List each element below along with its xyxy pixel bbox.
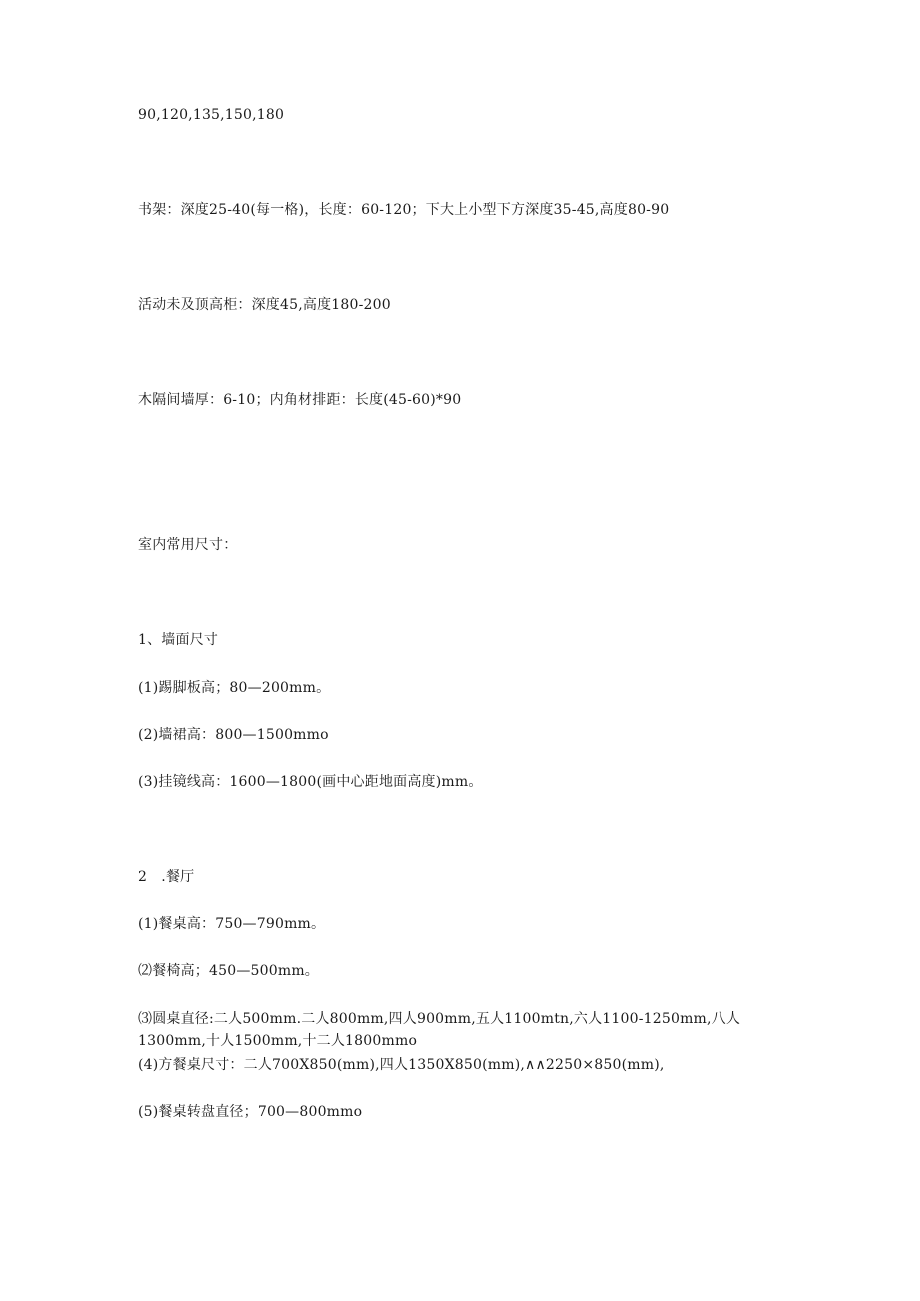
text-line-turntable: (5)餐桌转盘直径；700—800mmo [138, 1104, 363, 1120]
text-line-picture-rail: (3)挂镜线高：1600—1800(画中心距地面高度)mm。 [138, 774, 483, 790]
text-line-skirting: (1)踢脚板高；80—200mm。 [138, 680, 331, 696]
section-heading-wall: 1、墙面尺寸 [138, 632, 219, 648]
text-line-sizes: 90,120,135,150,180 [138, 107, 285, 123]
text-line-wainscot: (2)墙裙高：800—1500mmo [138, 727, 329, 743]
text-line-chair-height: ⑵餐椅高；450—500mm。 [138, 963, 319, 979]
text-paragraph-round-table: ⑶圆桌直径:二人500mm.二人800mm,四人900mm,五人1100mtn,六人1100-1250mm,八人1300mm,十人1500mm,十二人1800mmo [138, 1011, 741, 1049]
text-line-cabinet: 活动未及顶高柜：深度45,高度180-200 [138, 297, 391, 313]
section-heading-interior-sizes: 室内常用尺寸： [138, 537, 238, 553]
section-heading-dining: 2 .餐厅 [138, 869, 195, 885]
text-line-square-table: (4)方餐桌尺寸：二人700X850(mm),四人1350X850(mm),∧∧2250×850(mm), [138, 1057, 665, 1073]
text-line-bookshelf: 书架：深度25-40(每一格)，长度：60-120；下大上小型下方深度35-45,高度80-90 [138, 202, 670, 218]
text-line-partition-wall: 木隔间墙厚：6-10；内角材排距：长度(45-60)*90 [138, 392, 462, 408]
text-line-table-height: (1)餐桌高：750—790mm。 [138, 916, 326, 932]
